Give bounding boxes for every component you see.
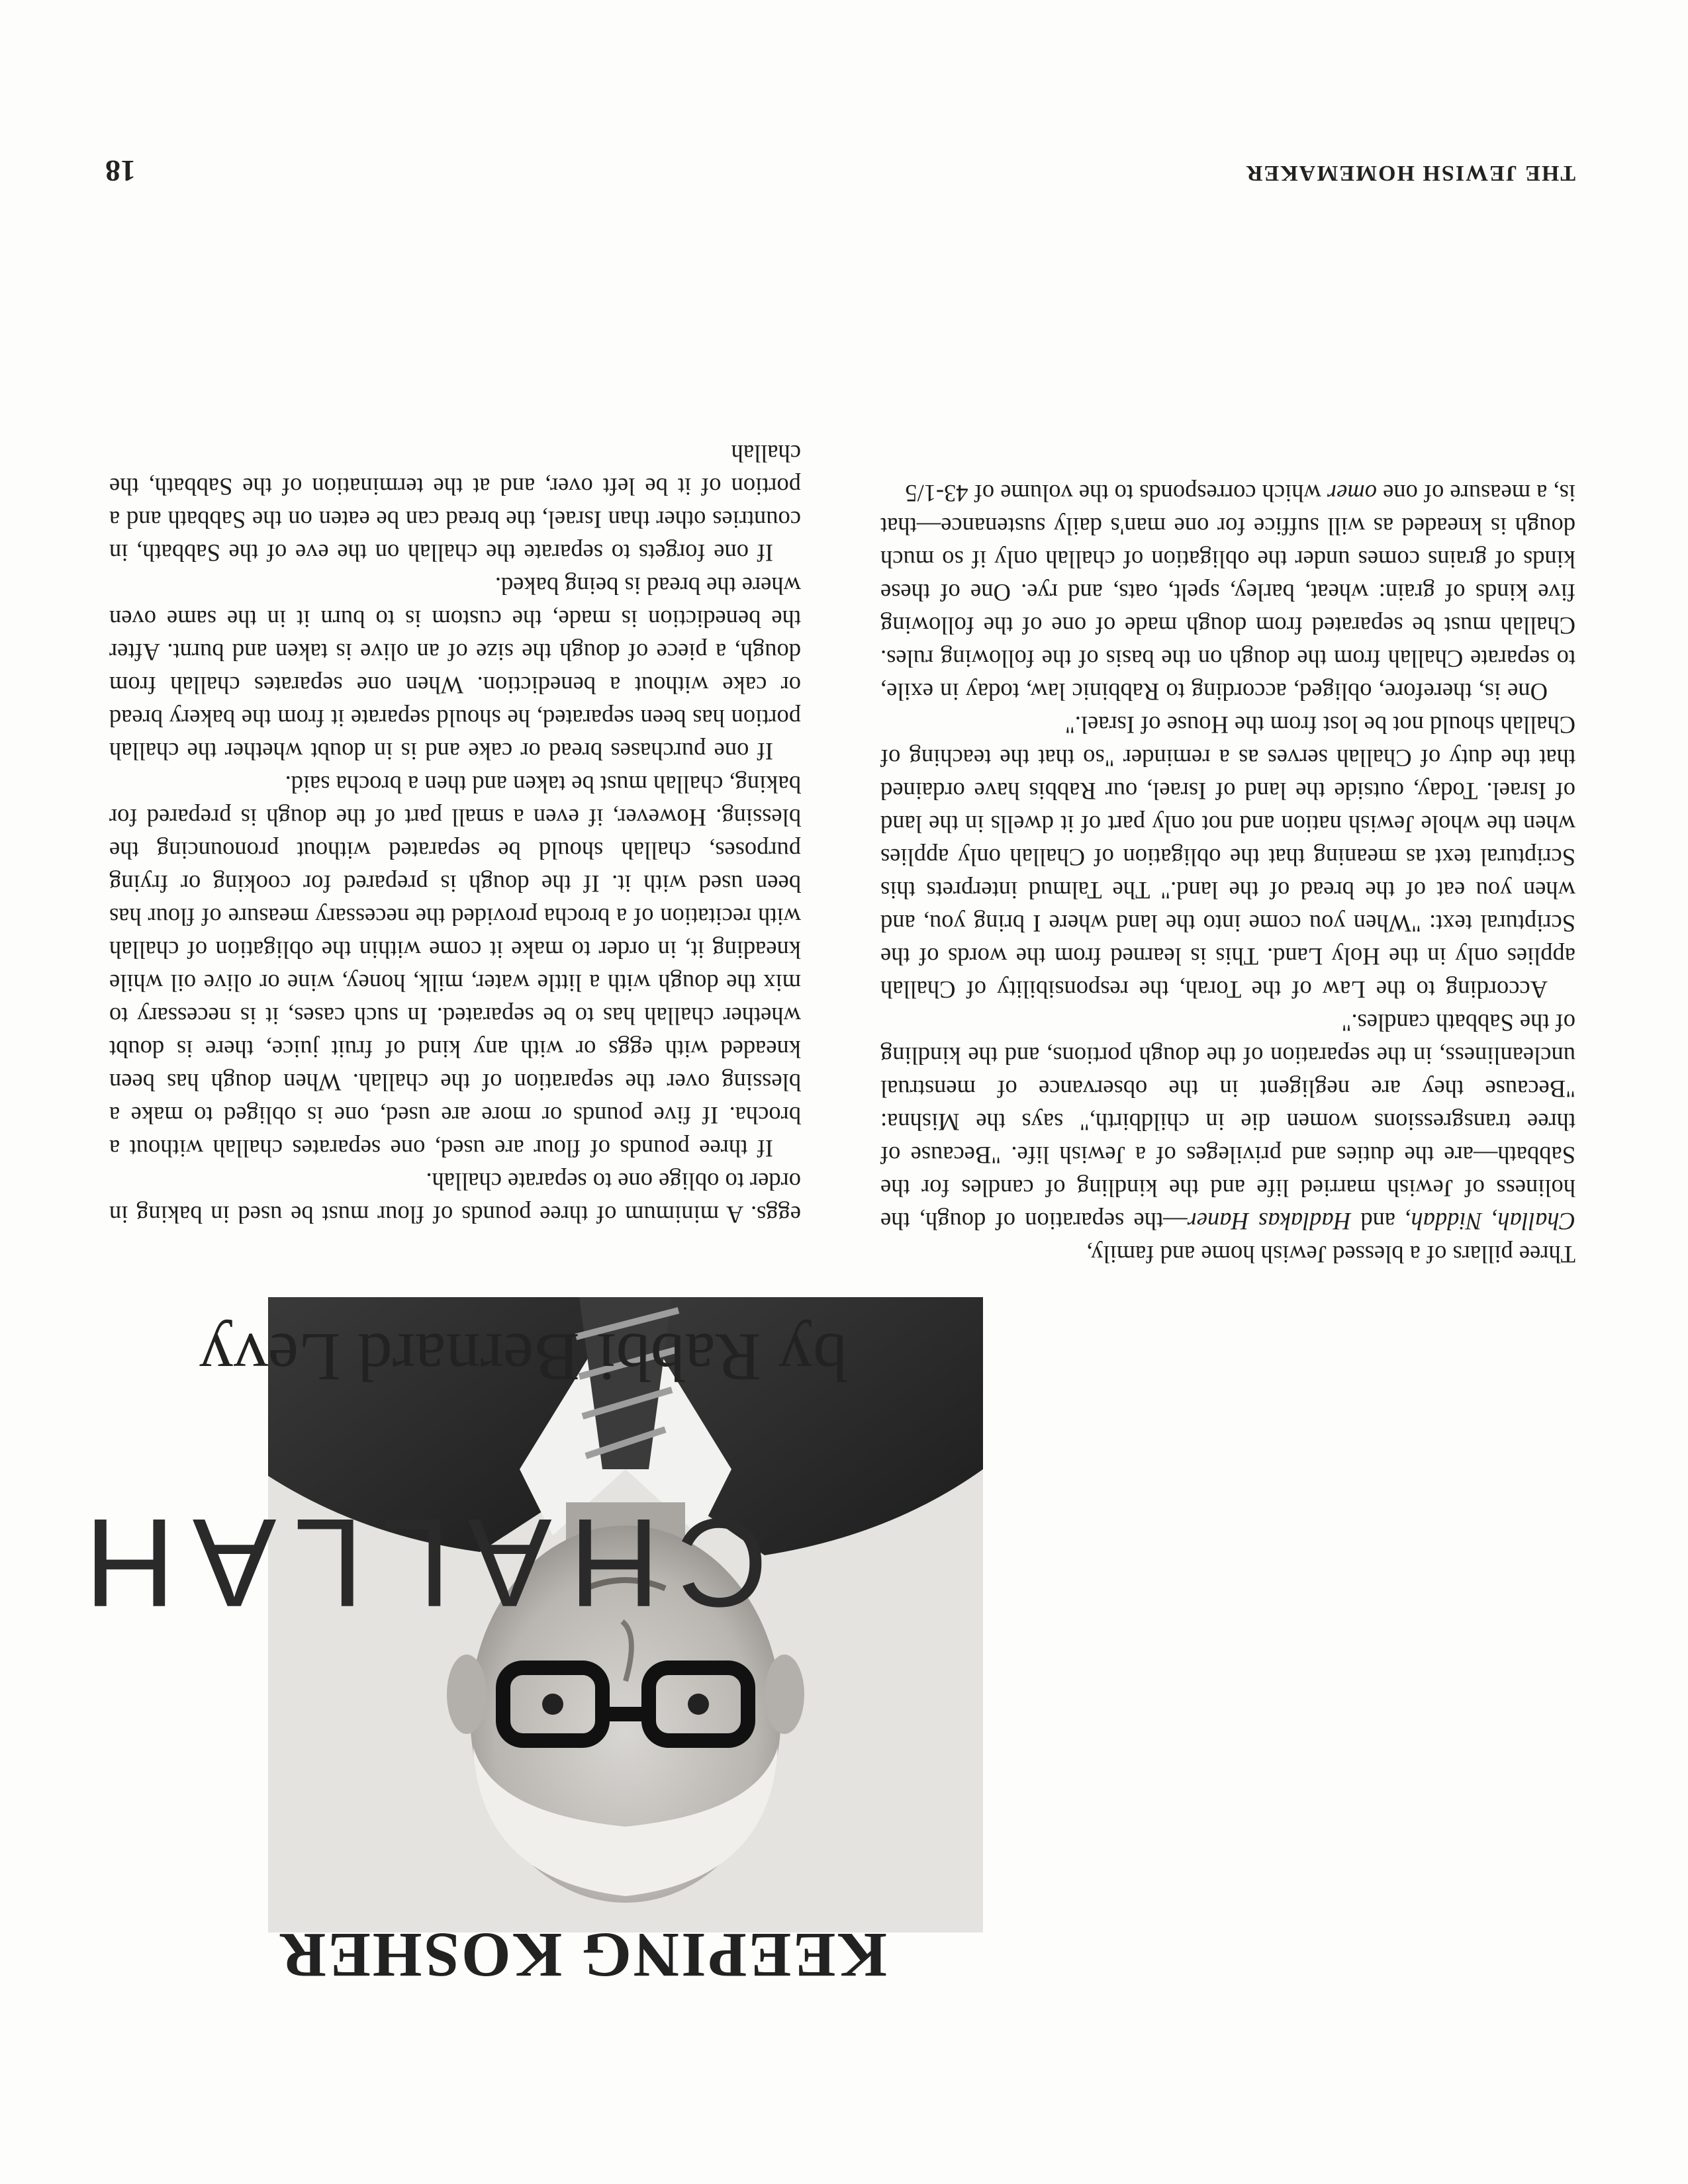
section-kicker: KEEPING KOSHER [278, 1920, 887, 1991]
article-column-right [109, 437, 801, 1231]
paragraph: If one purchases bread or cake and is in doubt whether the challah portion has been separated, he should separate it from the bakery bread or cake without a benediction. When one separates challah from dough, a piece of dough the size of an olive is taken and burnt. After the benediction is made, the custom is to burn it in the same oven where the bread is being baked. [109, 572, 801, 765]
page-number: 18 [105, 154, 136, 188]
paragraph [880, 477, 1575, 708]
author-byline: by Rabbi Bernard Levy [199, 1319, 847, 1395]
paragraph: eggs. A minimum of three pounds of flour must be used in baking in order to oblige one to separate challah. [109, 1168, 801, 1228]
article-column-left [880, 477, 1575, 1271]
paragraph: If three pounds of flour are used, one separates challah without a brocha. If five pounds or more are used, one is obliged to make a blessing over the separation of the challah. When dough has been kneaded with eggs or with any kind of fruit juice, there is doubt whether challah has to be separated. In such cases, it is necessary to mix the dough with a little water, milk, honey, wine or olive oil while kneading it, in order to make it come within the obligation of challah with recitation of a brocha provided the necessary measure of flour has been used with it. If the dough is prepared for cooking or frying purposes, challah should be separated without pronouncing the blessing. However, if even a small part of the dough is prepared for baking, challah must be taken and then a brocha said. [109, 771, 801, 1162]
text-run: One is, therefore, obliged, according to Rabbinic law, today in exile, to separate Challah from the dough on the basis of the following rules. Challah must be separated from dough made of one of the following five kinds of grain: wheat, barley, spelt, oats, and rye. One of these kinds of grains comes under the obligation of challah only if so much dough is kneaded as will suffice for one man's daily sustenance—that is, a measure of one [880, 480, 1575, 705]
paragraph: If one forgets to separate the challah on the eve of the Sabbath, in countries other than Israel, the bread can be eaten on the Sabbath and a portion of it be left over, and at the termination of the Sabbath, the challah [109, 440, 801, 567]
article-title: CHALLAH [67, 1492, 768, 1633]
paragraph: According to the Law of the Torah, the responsibility of Challah applies only in the Holy Land. This is learned from the words of the Scriptural text: "When you come into the land where I bring you, and when you eat of the bread of the land." The Talmud interprets this Scriptural text as meaning that the obligation of Challah only applies when the whole Jewish nation and not only part of it dwells in the land of Israel. Today, outside the land of Israel, our Rabbis have ordained that the duty of Challah serves as a reminder "so that the teaching of Challah should not be lost from the House of Israel." [880, 711, 1575, 1003]
text-run: Three pillars of a blessed Jewish home and family, [1086, 1241, 1575, 1268]
italic-term: omer [1327, 480, 1377, 507]
publication-name: THE JEWISH HOMEMAKER [1244, 161, 1575, 185]
paragraph [880, 1006, 1575, 1271]
italic-term: Hadlakas Haner [1187, 1208, 1352, 1235]
text-run: and [1351, 1208, 1405, 1235]
text-run: —the separation of dough, the holiness of Jewish married life and the kindling of candles for the Sabbath—are the duties and privileges of a Jewish life. "Because of three transgressions women die in childbirth," says the Mishna: "Because they are negligent in the observance of menstrual uncleanliness, in the separation of the dough portions, and the kindling of the Sabbath candles." [880, 1009, 1575, 1235]
text-run: which corresponds to the volume of 43-1/5 [905, 480, 1327, 507]
italic-term: Challah, Niddah, [1405, 1208, 1575, 1235]
